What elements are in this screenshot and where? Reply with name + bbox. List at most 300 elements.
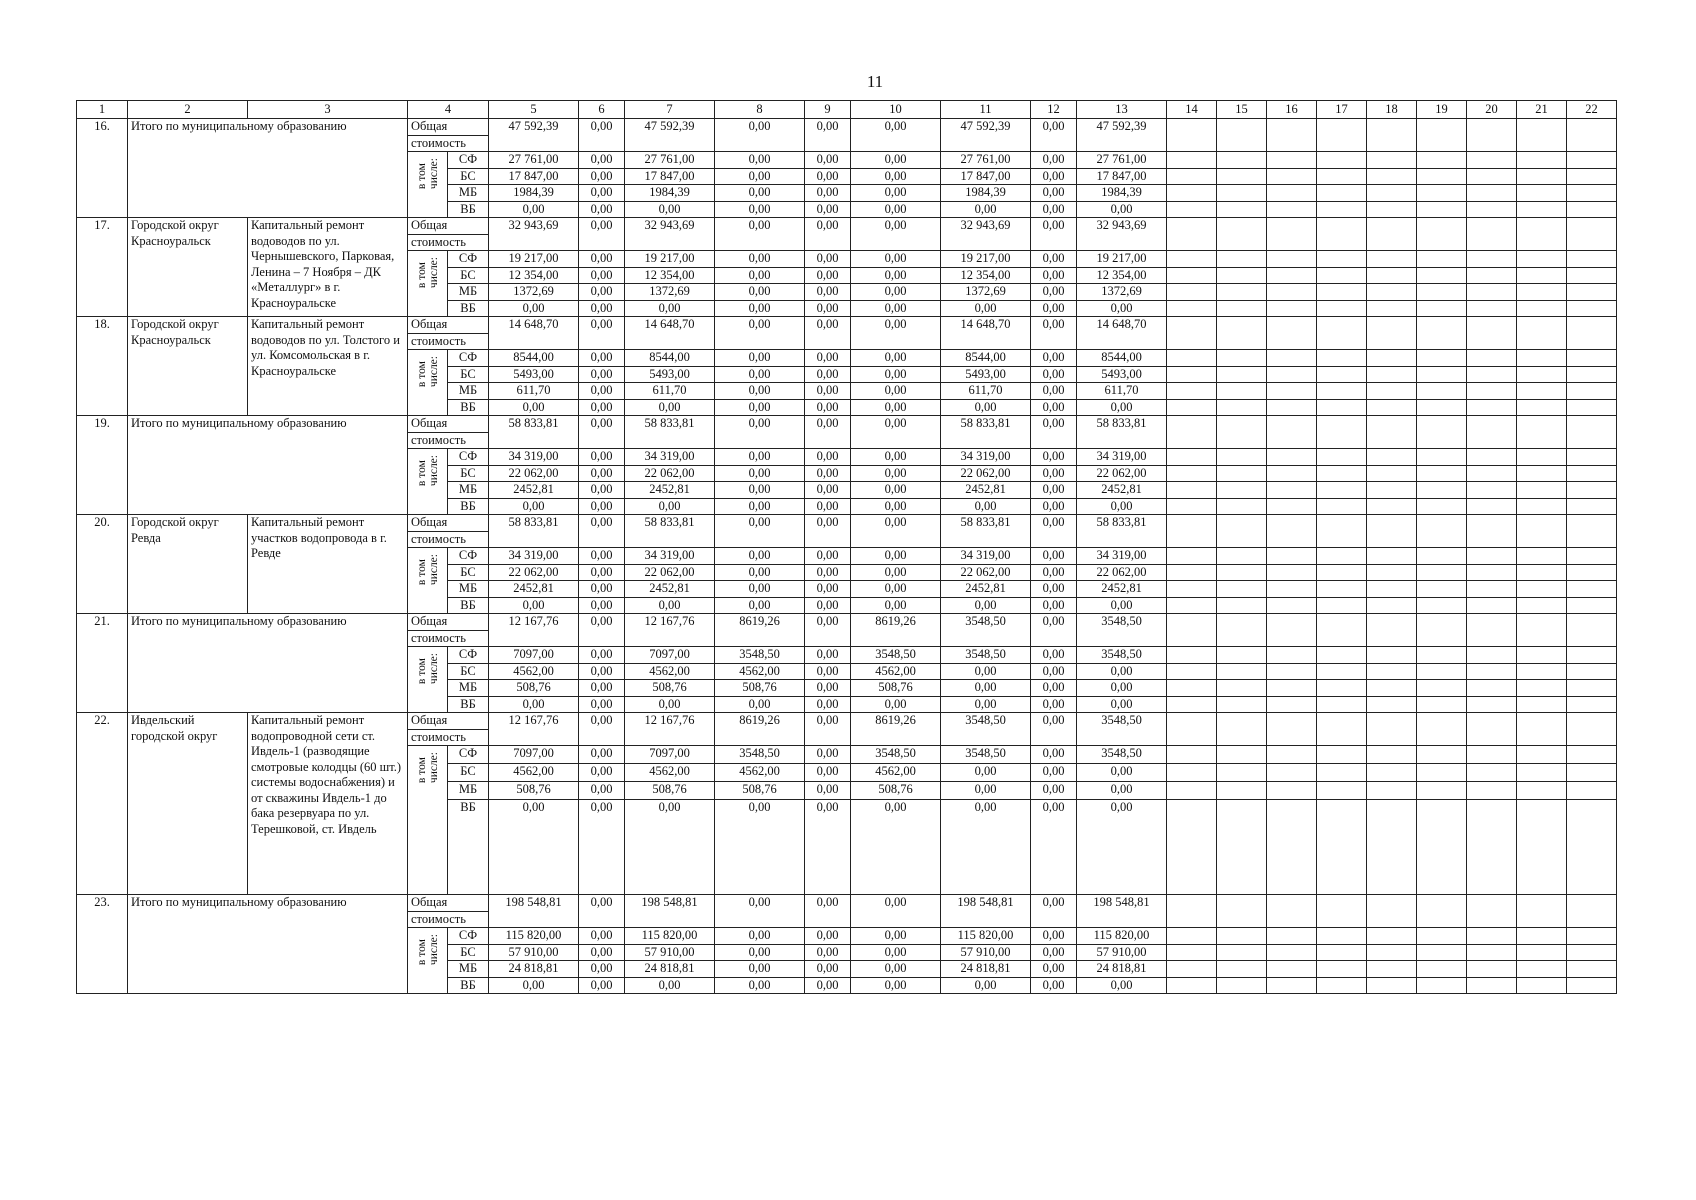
empty-cell [1517,465,1567,482]
funding-value: 0,00 [1031,465,1077,482]
empty-cell [1317,218,1367,251]
funding-value: 0,00 [941,696,1031,713]
total-value: 32 943,69 [941,218,1031,251]
funding-value: 3548,50 [941,647,1031,664]
row-number: 22. [77,713,128,895]
funding-value: 0,00 [1031,168,1077,185]
funding-category: БС [448,564,489,581]
funding-value: 0,00 [715,465,805,482]
total-label: стоимость [408,729,489,746]
row-number: 19. [77,416,128,515]
funding-value: 0,00 [715,366,805,383]
funding-category: МБ [448,680,489,697]
empty-cell [1467,581,1517,598]
empty-cell [1167,977,1217,994]
total-value: 3548,50 [941,614,1031,647]
empty-cell [1567,928,1617,945]
funding-value: 0,00 [805,366,851,383]
empty-cell [1567,581,1617,598]
funding-value: 0,00 [579,383,625,400]
empty-cell [1267,465,1317,482]
empty-cell [1517,614,1567,647]
funding-value: 19 217,00 [489,251,579,268]
funding-value: 24 818,81 [1077,961,1167,978]
funding-value: 0,00 [1031,366,1077,383]
funding-value: 12 354,00 [625,267,715,284]
funding-value: 0,00 [715,581,805,598]
empty-cell [1267,267,1317,284]
empty-cell [1367,961,1417,978]
funding-value: 0,00 [851,548,941,565]
empty-cell [1417,581,1467,598]
empty-cell [1467,251,1517,268]
funding-value: 34 319,00 [489,548,579,565]
total-label: Общая [408,416,489,433]
municipality-name: Городской округ Красноуральск [128,317,248,416]
total-value: 0,00 [1031,515,1077,548]
funding-value: 508,76 [489,680,579,697]
empty-cell [1167,300,1217,317]
total-value: 0,00 [579,416,625,449]
empty-cell [1567,680,1617,697]
empty-cell [1567,696,1617,713]
empty-cell [1317,581,1367,598]
empty-cell [1367,317,1417,350]
empty-cell [1417,597,1467,614]
empty-cell [1217,449,1267,466]
funding-value: 0,00 [1031,383,1077,400]
funding-value: 0,00 [805,548,851,565]
empty-cell [1417,782,1467,800]
total-value: 0,00 [805,895,851,928]
column-header: 5 [489,101,579,119]
funding-value: 0,00 [851,977,941,994]
empty-cell [1517,366,1567,383]
total-label: стоимость [408,234,489,251]
empty-cell [1317,614,1367,647]
funding-value: 34 319,00 [489,449,579,466]
funding-value: 0,00 [805,961,851,978]
work-description: Капитальный ремонт водопроводной сети ст. Ивдель-1 (разводящие смотровые колодцы (60 шт.) системы водоснабжения) и от скважины Ивдель-1 до бака резервуара по ул. Терешковой, ст. Ивдель [248,713,408,895]
funding-value: 0,00 [715,482,805,499]
row-number: 20. [77,515,128,614]
total-value: 198 548,81 [1077,895,1167,928]
funding-category: БС [448,944,489,961]
empty-cell [1167,383,1217,400]
funding-value: 4562,00 [489,764,579,782]
empty-cell [1567,800,1617,895]
funding-value: 19 217,00 [625,251,715,268]
total-value: 3548,50 [1077,614,1167,647]
empty-cell [1367,416,1417,449]
empty-cell [1467,961,1517,978]
empty-cell [1467,399,1517,416]
funding-value: 0,00 [715,498,805,515]
funding-value: 34 319,00 [1077,548,1167,565]
empty-cell [1467,895,1517,928]
empty-cell [1467,383,1517,400]
empty-cell [1467,564,1517,581]
empty-cell [1567,185,1617,202]
empty-cell [1467,152,1517,169]
funding-value: 17 847,00 [1077,168,1167,185]
empty-cell [1167,961,1217,978]
total-value: 0,00 [579,317,625,350]
funding-value: 0,00 [805,399,851,416]
funding-value: 0,00 [579,597,625,614]
funding-value: 0,00 [805,944,851,961]
empty-cell [1167,168,1217,185]
empty-cell [1167,317,1217,350]
funding-value: 0,00 [1031,185,1077,202]
empty-cell [1417,548,1467,565]
funding-value: 1984,39 [625,185,715,202]
empty-cell [1417,696,1467,713]
total-value: 0,00 [1031,317,1077,350]
total-value: 58 833,81 [625,515,715,548]
funding-value: 2452,81 [1077,581,1167,598]
table-row [77,614,1617,631]
funding-value: 0,00 [625,201,715,218]
empty-cell [1367,696,1417,713]
funding-value: 0,00 [805,383,851,400]
funding-value: 0,00 [625,300,715,317]
municipality-name: Городской округ Ревда [128,515,248,614]
empty-cell [1167,498,1217,515]
empty-cell [1567,383,1617,400]
empty-cell [1217,185,1267,202]
funding-value: 0,00 [1031,201,1077,218]
funding-value: 0,00 [851,399,941,416]
incl-label-cell [408,548,448,614]
empty-cell [1267,119,1317,152]
incl-label: в том числе: [415,752,440,784]
empty-cell [1567,399,1617,416]
empty-cell [1267,895,1317,928]
empty-cell [1317,267,1367,284]
total-value: 12 167,76 [625,614,715,647]
empty-cell [1517,185,1567,202]
funding-value: 0,00 [851,564,941,581]
empty-cell [1167,366,1217,383]
table-row [77,713,1617,730]
funding-category: МБ [448,185,489,202]
total-label: Общая [408,119,489,136]
total-value: 58 833,81 [941,515,1031,548]
total-value: 0,00 [579,713,625,746]
empty-cell [1367,383,1417,400]
funding-value: 508,76 [715,680,805,697]
empty-cell [1367,944,1417,961]
funding-value: 0,00 [1031,498,1077,515]
empty-cell [1567,564,1617,581]
funding-value: 0,00 [579,350,625,367]
empty-cell [1517,449,1567,466]
empty-cell [1467,944,1517,961]
empty-cell [1267,800,1317,895]
empty-cell [1517,928,1567,945]
empty-cell [1367,764,1417,782]
funding-value: 0,00 [851,350,941,367]
empty-cell [1367,251,1417,268]
funding-value: 0,00 [715,300,805,317]
empty-cell [1267,251,1317,268]
funding-value: 0,00 [579,977,625,994]
funding-category: БС [448,764,489,782]
total-value: 32 943,69 [625,218,715,251]
funding-value: 0,00 [1031,399,1077,416]
empty-cell [1517,498,1567,515]
empty-cell [1317,764,1367,782]
empty-cell [1317,713,1367,746]
total-value: 3548,50 [941,713,1031,746]
funding-value: 27 761,00 [1077,152,1167,169]
funding-value: 2452,81 [1077,482,1167,499]
funding-value: 0,00 [1031,928,1077,945]
empty-cell [1567,782,1617,800]
funding-category: МБ [448,782,489,800]
total-value: 0,00 [805,119,851,152]
funding-value: 0,00 [941,399,1031,416]
empty-cell [1317,895,1367,928]
funding-category: БС [448,267,489,284]
empty-cell [1517,581,1567,598]
funding-value: 0,00 [805,465,851,482]
empty-cell [1367,168,1417,185]
total-label: Общая [408,614,489,631]
work-description: Капитальный ремонт участков водопровода в г. Ревде [248,515,408,614]
total-value: 0,00 [715,895,805,928]
empty-cell [1417,746,1467,764]
funding-value: 0,00 [851,961,941,978]
empty-cell [1267,663,1317,680]
empty-cell [1567,350,1617,367]
empty-cell [1217,782,1267,800]
empty-cell [1167,564,1217,581]
empty-cell [1267,482,1317,499]
total-label: стоимость [408,630,489,647]
column-header: 6 [579,101,625,119]
empty-cell [1517,317,1567,350]
total-value: 0,00 [579,119,625,152]
funding-value: 0,00 [1077,977,1167,994]
funding-value: 0,00 [1031,482,1077,499]
funding-value: 34 319,00 [941,548,1031,565]
funding-value: 27 761,00 [489,152,579,169]
empty-cell [1567,746,1617,764]
empty-cell [1367,713,1417,746]
empty-cell [1517,647,1567,664]
total-value: 58 833,81 [1077,515,1167,548]
empty-cell [1317,119,1367,152]
funding-value: 0,00 [715,928,805,945]
empty-cell [1417,482,1467,499]
funding-value: 3548,50 [1077,647,1167,664]
empty-cell [1417,961,1467,978]
total-value: 14 648,70 [489,317,579,350]
funding-value: 8544,00 [489,350,579,367]
total-value: 0,00 [1031,218,1077,251]
funding-value: 0,00 [489,399,579,416]
total-value: 198 548,81 [941,895,1031,928]
funding-value: 0,00 [805,564,851,581]
funding-value: 0,00 [805,764,851,782]
empty-cell [1417,680,1467,697]
column-header: 18 [1367,101,1417,119]
funding-value: 0,00 [851,201,941,218]
funding-value: 0,00 [625,597,715,614]
funding-value: 115 820,00 [625,928,715,945]
empty-cell [1417,152,1467,169]
empty-cell [1267,647,1317,664]
empty-cell [1217,977,1267,994]
empty-cell [1217,597,1267,614]
funding-value: 0,00 [579,168,625,185]
funding-value: 0,00 [805,350,851,367]
incl-label-cell [408,350,448,416]
funding-value: 2452,81 [625,581,715,598]
incl-label: в том числе: [415,356,440,388]
funding-value: 0,00 [579,764,625,782]
funding-value: 0,00 [579,300,625,317]
funding-category: ВБ [448,399,489,416]
funding-value: 0,00 [1031,961,1077,978]
empty-cell [1367,366,1417,383]
total-value: 32 943,69 [1077,218,1167,251]
empty-cell [1267,350,1317,367]
funding-value: 19 217,00 [941,251,1031,268]
empty-cell [1367,152,1417,169]
total-value: 58 833,81 [489,416,579,449]
column-header: 21 [1517,101,1567,119]
funding-value: 7097,00 [489,746,579,764]
empty-cell [1567,267,1617,284]
empty-cell [1467,284,1517,301]
empty-cell [1367,680,1417,697]
empty-cell [1317,800,1367,895]
funding-value: 0,00 [625,399,715,416]
empty-cell [1317,977,1367,994]
empty-cell [1417,944,1467,961]
empty-cell [1217,764,1267,782]
total-label: Общая [408,218,489,235]
funding-value: 0,00 [489,498,579,515]
funding-value: 0,00 [579,800,625,895]
column-header: 16 [1267,101,1317,119]
empty-cell [1217,300,1267,317]
funding-value: 0,00 [489,696,579,713]
funding-value: 0,00 [805,746,851,764]
funding-value: 0,00 [579,399,625,416]
total-value: 0,00 [851,895,941,928]
funding-value: 611,70 [941,383,1031,400]
funding-value: 0,00 [1031,746,1077,764]
funding-value: 57 910,00 [489,944,579,961]
empty-cell [1467,498,1517,515]
empty-cell [1367,300,1417,317]
empty-cell [1317,944,1367,961]
empty-cell [1517,482,1567,499]
empty-cell [1567,961,1617,978]
funding-value: 0,00 [805,597,851,614]
funding-value: 0,00 [715,267,805,284]
empty-cell [1417,928,1467,945]
column-header: 15 [1217,101,1267,119]
empty-cell [1167,350,1217,367]
empty-cell [1267,581,1317,598]
empty-cell [1217,218,1267,251]
empty-cell [1467,548,1517,565]
funding-category: СФ [448,548,489,565]
funding-value: 0,00 [1077,800,1167,895]
funding-value: 1372,69 [1077,284,1167,301]
table-row [77,317,1617,334]
empty-cell [1517,800,1567,895]
funding-value: 2452,81 [625,482,715,499]
funding-value: 0,00 [579,944,625,961]
column-header: 4 [408,101,489,119]
funding-value: 7097,00 [625,647,715,664]
funding-value: 12 354,00 [489,267,579,284]
funding-value: 0,00 [579,185,625,202]
funding-category: ВБ [448,597,489,614]
total-label: стоимость [408,333,489,350]
funding-value: 0,00 [941,782,1031,800]
empty-cell [1317,416,1367,449]
funding-value: 0,00 [579,928,625,945]
empty-cell [1517,267,1567,284]
empty-cell [1367,185,1417,202]
column-header: 20 [1467,101,1517,119]
column-header: 2 [128,101,248,119]
funding-value: 0,00 [715,597,805,614]
funding-value: 5493,00 [941,366,1031,383]
municipality-name: Городской округ Красноуральск [128,218,248,317]
incl-label-cell [408,928,448,994]
funding-value: 0,00 [1077,399,1167,416]
funding-value: 508,76 [489,782,579,800]
total-value: 12 167,76 [489,713,579,746]
empty-cell [1567,515,1617,548]
column-header: 14 [1167,101,1217,119]
empty-cell [1517,548,1567,565]
funding-value: 0,00 [941,800,1031,895]
funding-value: 0,00 [805,267,851,284]
funding-value: 0,00 [579,680,625,697]
total-value: 58 833,81 [489,515,579,548]
empty-cell [1167,614,1217,647]
empty-cell [1217,944,1267,961]
empty-cell [1317,782,1367,800]
empty-cell [1417,416,1467,449]
empty-cell [1317,961,1367,978]
funding-value: 0,00 [941,663,1031,680]
empty-cell [1367,465,1417,482]
funding-value: 0,00 [579,564,625,581]
total-value: 0,00 [579,218,625,251]
funding-value: 115 820,00 [489,928,579,945]
funding-value: 0,00 [489,977,579,994]
empty-cell [1167,119,1217,152]
funding-value: 0,00 [805,152,851,169]
funding-value: 5493,00 [1077,366,1167,383]
funding-value: 57 910,00 [941,944,1031,961]
empty-cell [1317,680,1367,697]
column-header: 8 [715,101,805,119]
total-value: 0,00 [1031,895,1077,928]
empty-cell [1217,581,1267,598]
funding-category: МБ [448,482,489,499]
